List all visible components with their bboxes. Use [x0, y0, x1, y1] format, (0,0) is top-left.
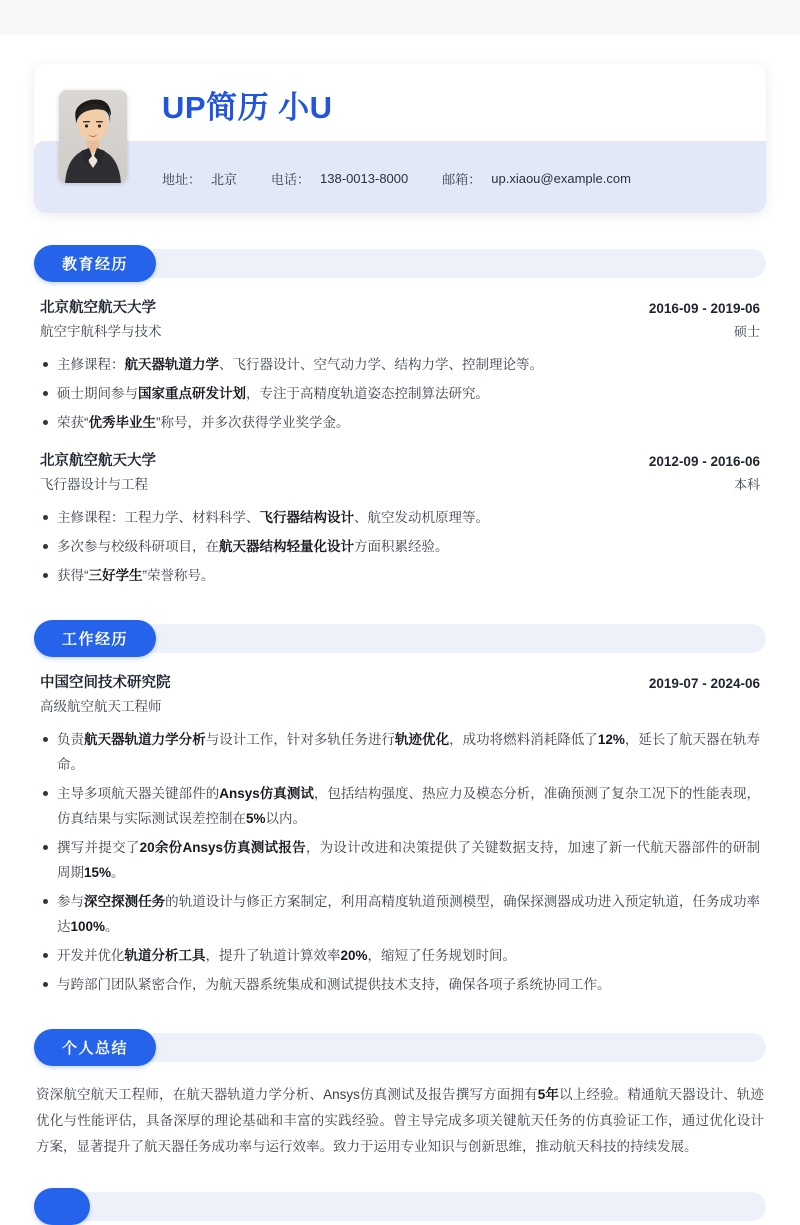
- text: 开发并优化: [57, 948, 125, 963]
- text: 、飞行器设计、空气动力学、结构力学、控制理论等。: [219, 357, 543, 372]
- entry-header-left: [40, 298, 162, 342]
- entry-date: 2019-07 - 2024-06: [648, 676, 760, 691]
- text-bold: 优秀毕业生: [88, 415, 156, 430]
- bullet-item: [40, 781, 760, 831]
- resume-body: [34, 64, 766, 1225]
- text: 与跨部门团队紧密合作，为航天器系统集成和测试提供技术支持，确保各项子系统协同工作。: [57, 977, 611, 992]
- entry-header: [40, 673, 760, 717]
- text-bold: 国家重点研发计划: [138, 386, 246, 401]
- bullet-item: [40, 352, 760, 377]
- entry-header-right: [649, 673, 760, 694]
- text: 荣获“: [57, 415, 89, 430]
- text: 多次参与校级科研项目，在: [57, 539, 219, 554]
- entry: [34, 451, 766, 588]
- bullet-item: [40, 835, 760, 885]
- text: ，成功将燃料消耗降低了: [449, 732, 598, 747]
- text-bold: 深空探测任务: [84, 894, 166, 909]
- text-bold: 100%: [70, 919, 106, 934]
- entry-subtitle: 航空宇航科学与技术: [40, 324, 162, 339]
- entry-header-right: [649, 298, 760, 342]
- text-bold: 航天器轨道力学: [124, 357, 219, 372]
- contact-email-value: up.xiaou@example.com: [491, 170, 631, 186]
- text-bold: 5年: [537, 1087, 560, 1102]
- bullet-list: [40, 352, 760, 435]
- entry-subtitle: 飞行器设计与工程: [40, 477, 148, 492]
- entry-header-left: [40, 673, 171, 717]
- section-banner-strip: [34, 1192, 766, 1221]
- text: ”称号，并多次获得学业奖学金。: [156, 415, 350, 430]
- entry: [34, 298, 766, 435]
- text: 主修课程：: [57, 357, 125, 372]
- section-title-pill: 个人总结: [34, 1029, 156, 1066]
- text: 资深航空航天工程师，在航天器轨道力学分析、Ansys仿真测试及报告撰写方面拥有: [36, 1087, 538, 1102]
- bullet-list: [40, 505, 760, 588]
- entry-org: 北京航空航天大学: [40, 300, 156, 316]
- text: ，专注于高精度轨道姿态控制算法研究。: [246, 386, 489, 401]
- contact-phone: [271, 169, 408, 188]
- text: ，延长了航天器在轨寿命。: [57, 732, 761, 772]
- bullet-item: [40, 943, 760, 968]
- section-banner: [34, 1188, 766, 1225]
- bullet-item: [40, 410, 760, 435]
- section-个人总结: [34, 1029, 766, 1160]
- entry: [34, 673, 766, 997]
- contact-row: [162, 163, 631, 193]
- bullet-item: [40, 381, 760, 406]
- entry-date: 2012-09 - 2016-06: [648, 454, 760, 469]
- text: 。: [105, 919, 119, 934]
- bullet-item: [40, 534, 760, 559]
- text-bold: 5%: [246, 811, 266, 826]
- entry-header-right: [649, 451, 760, 495]
- text-bold: 航天器轨道力学分析: [84, 732, 206, 747]
- text: ，缩短了任务规划时间。: [367, 948, 517, 963]
- text-bold: 12%: [597, 732, 625, 747]
- text-bold: 20余份Ansys仿真测试报告: [139, 840, 306, 855]
- text: 以内。: [265, 811, 307, 826]
- contact-address-value: 北京: [211, 171, 238, 187]
- text: 方面积累经验。: [354, 539, 449, 554]
- applicant-photo-image: [59, 90, 127, 183]
- text-bold: Ansys仿真测试: [219, 786, 314, 801]
- text: 撰写并提交了: [57, 840, 140, 855]
- applicant-name: UP简历 小U: [162, 90, 333, 125]
- section-banner: [34, 245, 766, 282]
- entry-degree: 硕士: [733, 324, 760, 339]
- text: 以上经验。精通航天器设计、轨迹优化与性能评估，具备深厚的理论基础和丰富的实践经验。曾主导完成多项关键航天任务的仿真验证工作，通过优化设计方案，显著提升了航天器任务成功率与运行效率。致力于运用专业知识与创新思维，推动航天科技的持续发展。: [36, 1087, 765, 1154]
- text: 的轨道设计与修正方案制定，利用高精度轨道预测模型，确保探测器成功进入预定轨道，任务成功率达: [57, 894, 761, 934]
- section-banner: [34, 620, 766, 657]
- contact-address: [162, 169, 237, 188]
- contact-email: [442, 169, 631, 188]
- entry-header: [40, 451, 760, 495]
- contact-email-label: 邮箱：: [442, 171, 482, 187]
- section-title-pill: 教育经历: [34, 245, 156, 282]
- section-title-pill: 工作经历: [34, 620, 156, 657]
- bullet-item: [40, 505, 760, 530]
- text-bold: 飞行器结构设计: [259, 510, 354, 525]
- text: ，为设计改进和决策提供了关键数据支持，加速了新一代航天器部件的研制周期: [57, 840, 760, 880]
- text-bold: 轨迹优化: [395, 732, 450, 747]
- text-bold: 航天器结构轻量化设计: [219, 539, 354, 554]
- section-title-pill: [34, 1188, 90, 1225]
- text: ，包括结构强度、热应力及模态分析，准确预测了复杂工况下的性能表现，仿真结果与实际测试误差控制在: [57, 786, 761, 826]
- bullet-item: [40, 727, 760, 777]
- section-教育经历: [34, 245, 766, 588]
- bullet-item: [40, 563, 760, 588]
- text: 参与: [57, 894, 85, 909]
- text: 负责: [57, 732, 85, 747]
- contact-phone-value: 138-0013-8000: [320, 170, 409, 186]
- text: 主导多项航天器关键部件的: [57, 786, 220, 801]
- section-partial: [34, 1188, 766, 1225]
- entry-degree: 本科: [733, 477, 760, 492]
- applicant-photo: [59, 90, 127, 183]
- section-banner: [34, 1029, 766, 1066]
- summary-paragraph: [34, 1082, 766, 1160]
- entry-date: 2016-09 - 2019-06: [648, 301, 760, 316]
- page-top-strip: [0, 0, 800, 34]
- entry-header: [40, 298, 760, 342]
- text-bold: 轨道分析工具: [124, 948, 206, 963]
- text: 获得“: [57, 568, 89, 583]
- entry-org: 北京航空航天大学: [40, 453, 156, 469]
- entry-header-left: [40, 451, 156, 495]
- text: 。: [111, 865, 125, 880]
- text-bold: 20%: [340, 948, 368, 963]
- text: 硕士期间参与: [57, 386, 138, 401]
- text-bold: 15%: [84, 865, 112, 880]
- entry-subtitle: 高级航空航天工程师: [40, 699, 162, 714]
- contact-address-label: 地址：: [162, 171, 202, 187]
- contact-phone-label: 电话：: [271, 171, 311, 187]
- text: 主修课程：工程力学、材料科学、: [57, 510, 260, 525]
- text: ”荣誉称号。: [142, 568, 215, 583]
- entry-org: 中国空间技术研究院: [40, 675, 171, 691]
- section-工作经历: [34, 620, 766, 997]
- bullet-list: [40, 727, 760, 997]
- header-card: [34, 64, 766, 213]
- sections: [34, 245, 766, 1225]
- bullet-item: [40, 889, 760, 939]
- text-bold: 三好学生: [88, 568, 143, 583]
- text: 与设计工作，针对多轨任务进行: [205, 732, 396, 747]
- text: ，提升了轨道计算效率: [205, 948, 341, 963]
- bullet-item: [40, 972, 760, 997]
- text: 、航空发动机原理等。: [354, 510, 489, 525]
